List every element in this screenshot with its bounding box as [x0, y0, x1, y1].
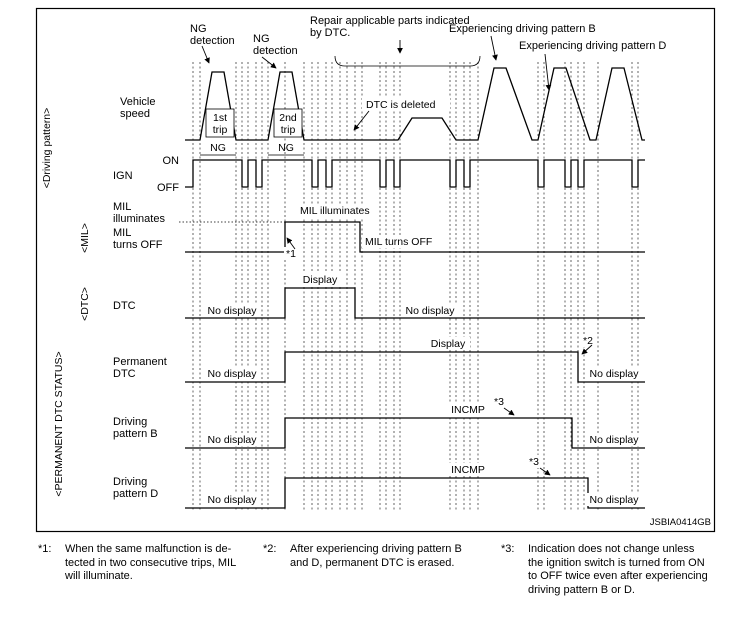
- diagram-border: [37, 9, 715, 532]
- footnote-2-marker: *2:: [263, 543, 277, 555]
- dtc-no-display-right-label: No display: [405, 305, 455, 317]
- pattern-d-no-display-right-label: No display: [589, 494, 639, 506]
- dtc-deleted-label: DTC is deleted: [366, 99, 436, 111]
- row-label-mil-turns-off: turns OFF: [113, 239, 163, 251]
- ng2-result-label: NG: [278, 142, 294, 154]
- pattern-b-no-display-left-label: No display: [207, 434, 257, 446]
- row-label-permanent-dtc: Permanent: [113, 356, 167, 368]
- mil-illuminates-callout: MIL illuminates: [300, 205, 370, 217]
- footnote-1-line: When the same malfunction is de-: [65, 543, 232, 555]
- row-label-permanent-dtc: DTC: [113, 368, 136, 380]
- ng1-arrow: [202, 46, 209, 63]
- group-label-mil: <MIL>: [79, 223, 91, 253]
- row-label-vehicle-speed: speed: [120, 108, 150, 120]
- row-label-driving-pattern-b: Driving: [113, 416, 148, 428]
- permanent-dtc-no-display-left-label: No display: [207, 368, 257, 380]
- ref3-b-marker: *3: [494, 396, 504, 408]
- ng-detection-2-label: NG: [253, 33, 270, 45]
- row-label-driving-pattern-d: Driving: [113, 476, 148, 488]
- row-label-ign: IGN: [113, 170, 133, 182]
- permanent-dtc-no-display-right-label: No display: [589, 368, 639, 380]
- ref2-marker: *2: [583, 335, 593, 347]
- ref1-marker: *1: [286, 248, 296, 260]
- footnote-3-line: driving pattern B or D.: [528, 583, 635, 596]
- footnote-1: [38, 543, 236, 584]
- row-label-mil-turns-off: MIL: [113, 227, 132, 239]
- ign-waveform: [185, 160, 645, 187]
- row-label-mil-illuminates: illuminates: [113, 213, 165, 225]
- ng-detection-1-label: NG: [190, 23, 207, 35]
- footnote-2-line: After experiencing driving pattern B: [290, 543, 462, 555]
- footnote-1-line: tected in two consecutive trips, MIL: [65, 556, 237, 569]
- permanent-dtc-display-label: Display: [430, 338, 466, 350]
- footnote-3-line: Indication does not change unless: [528, 543, 695, 555]
- row-label-driving-pattern-d: pattern D: [113, 488, 159, 500]
- footnote-3-text: [528, 543, 708, 597]
- row-label-mil-illuminates: MIL: [113, 201, 132, 213]
- mil-turns-off-callout: MIL turns OFF: [365, 236, 433, 248]
- pattern-b-arrow: [491, 36, 496, 60]
- group-label-driving-pattern: <Driving pattern>: [41, 107, 53, 189]
- repair-annotation: by DTC.: [310, 27, 351, 39]
- repair-annotation: Repair applicable parts indicated: [310, 15, 470, 27]
- footnote-2-text: [290, 543, 462, 570]
- footnote-1-marker: *1:: [38, 543, 52, 555]
- dtc-deleted-arrow: [354, 111, 369, 130]
- footnote-3-line: the ignition switch is turned from ON: [528, 556, 705, 569]
- experiencing-pattern-b-annotation: Experiencing driving pattern B: [449, 23, 596, 35]
- figure-code: JSBIA0414GB: [649, 517, 711, 528]
- footnotes: [0, 543, 746, 613]
- pattern-d-incmp-label: INCMP: [451, 464, 485, 476]
- ign-on-label: ON: [162, 155, 179, 167]
- ng-detection-2-label: detection: [253, 45, 298, 57]
- event-grid-dashed-lines: [193, 62, 638, 512]
- repair-region-bracket: [335, 56, 480, 66]
- ign-off-label: OFF: [157, 182, 179, 194]
- ref3-b-arrow: [504, 408, 514, 415]
- trip2-label: 2nd: [279, 112, 297, 124]
- ref3-d-marker: *3: [529, 456, 539, 468]
- footnote-3-marker: *3:: [501, 543, 515, 555]
- ng2-arrow: [262, 57, 276, 68]
- pattern-b-incmp-label: INCMP: [451, 404, 485, 416]
- ng-detection-1-label: detection: [190, 35, 235, 47]
- footnote-1-text: [65, 543, 236, 584]
- ref3-d-arrow: [540, 468, 550, 475]
- pattern-d-no-display-left-label: No display: [207, 494, 257, 506]
- footnote-1-line: will illuminate.: [65, 570, 133, 582]
- experiencing-pattern-d-annotation: Experiencing driving pattern D: [519, 40, 667, 52]
- dtc-display-label: Display: [302, 274, 338, 286]
- row-label-vehicle-speed: Vehicle: [120, 96, 156, 108]
- pattern-d-arrow: [545, 54, 549, 90]
- trip1-label: trip: [212, 124, 228, 136]
- row-label-dtc: DTC: [113, 300, 136, 312]
- row-label-driving-pattern-b: pattern B: [113, 428, 158, 440]
- group-label-dtc: <DTC>: [79, 287, 91, 321]
- footnote-3-line: to OFF twice even after experiencing: [528, 570, 708, 582]
- ng1-result-label: NG: [210, 142, 226, 154]
- pattern-b-no-display-right-label: No display: [589, 434, 639, 446]
- footnote-2: [263, 543, 462, 570]
- footnote-3: [501, 543, 708, 597]
- trip2-label: trip: [280, 124, 296, 136]
- group-label-permanent-dtc-status: <PERMANENT DTC STATUS>: [53, 351, 65, 497]
- footnote-2-line: and D, permanent DTC is erased.: [290, 556, 455, 569]
- dtc-no-display-left-label: No display: [207, 305, 257, 317]
- trip1-label: 1st: [212, 112, 228, 124]
